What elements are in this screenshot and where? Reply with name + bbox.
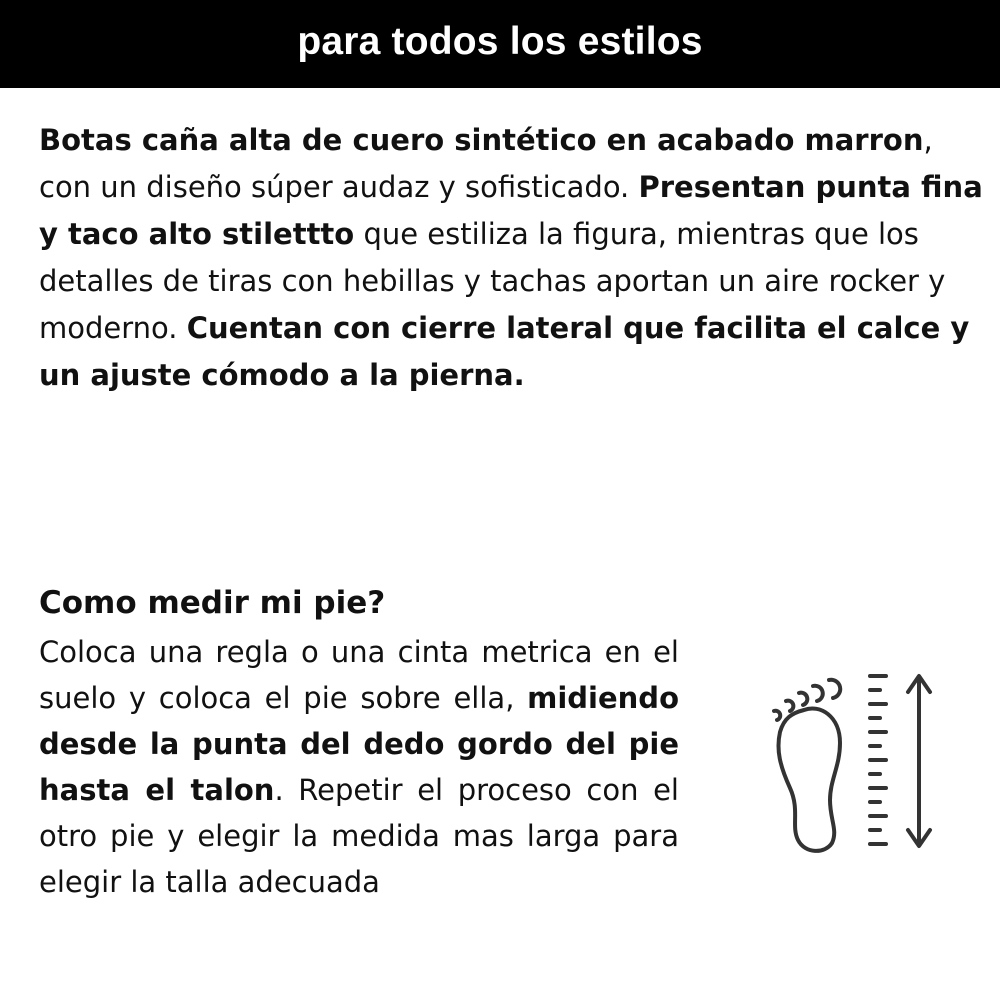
description-bold-3: Presentan punta fina y taco alto stiletttо [39,170,983,251]
description-text-2: , con un diseño súper audaz y sofisticado. [39,123,933,204]
description-text-4: que estiliza la figura, mientras que los detalles de tiras con hebillas y tachas aportan un aire rocker y moderno. [39,217,946,345]
description-bold-1: Botas caña alta de cuero sintético en acabado marron [39,123,924,157]
header-title: para todos los estilos [297,20,703,63]
description-bold-5: Cuentan con cierre lateral que facilita el calce y un ajuste cómodo a la pierna. [39,311,970,392]
measure-heading: Como medir mi pie? [39,585,386,621]
product-description [39,117,989,399]
header-bar [0,0,1000,88]
measure-text-1: Coloca una regla o una cinta metrica en el suelo y coloca el pie sobre ella, [39,635,679,715]
foot-ruler-icon [760,668,940,858]
measure-text-3: . Repetir el proceso con el otro pie y elegir la medida mas larga para elegir la talla adecuada [39,773,679,899]
measure-instructions [39,629,679,905]
measure-text-bold: midiendo desde la punta del dedo gordo del pie hasta el talon [39,681,679,807]
